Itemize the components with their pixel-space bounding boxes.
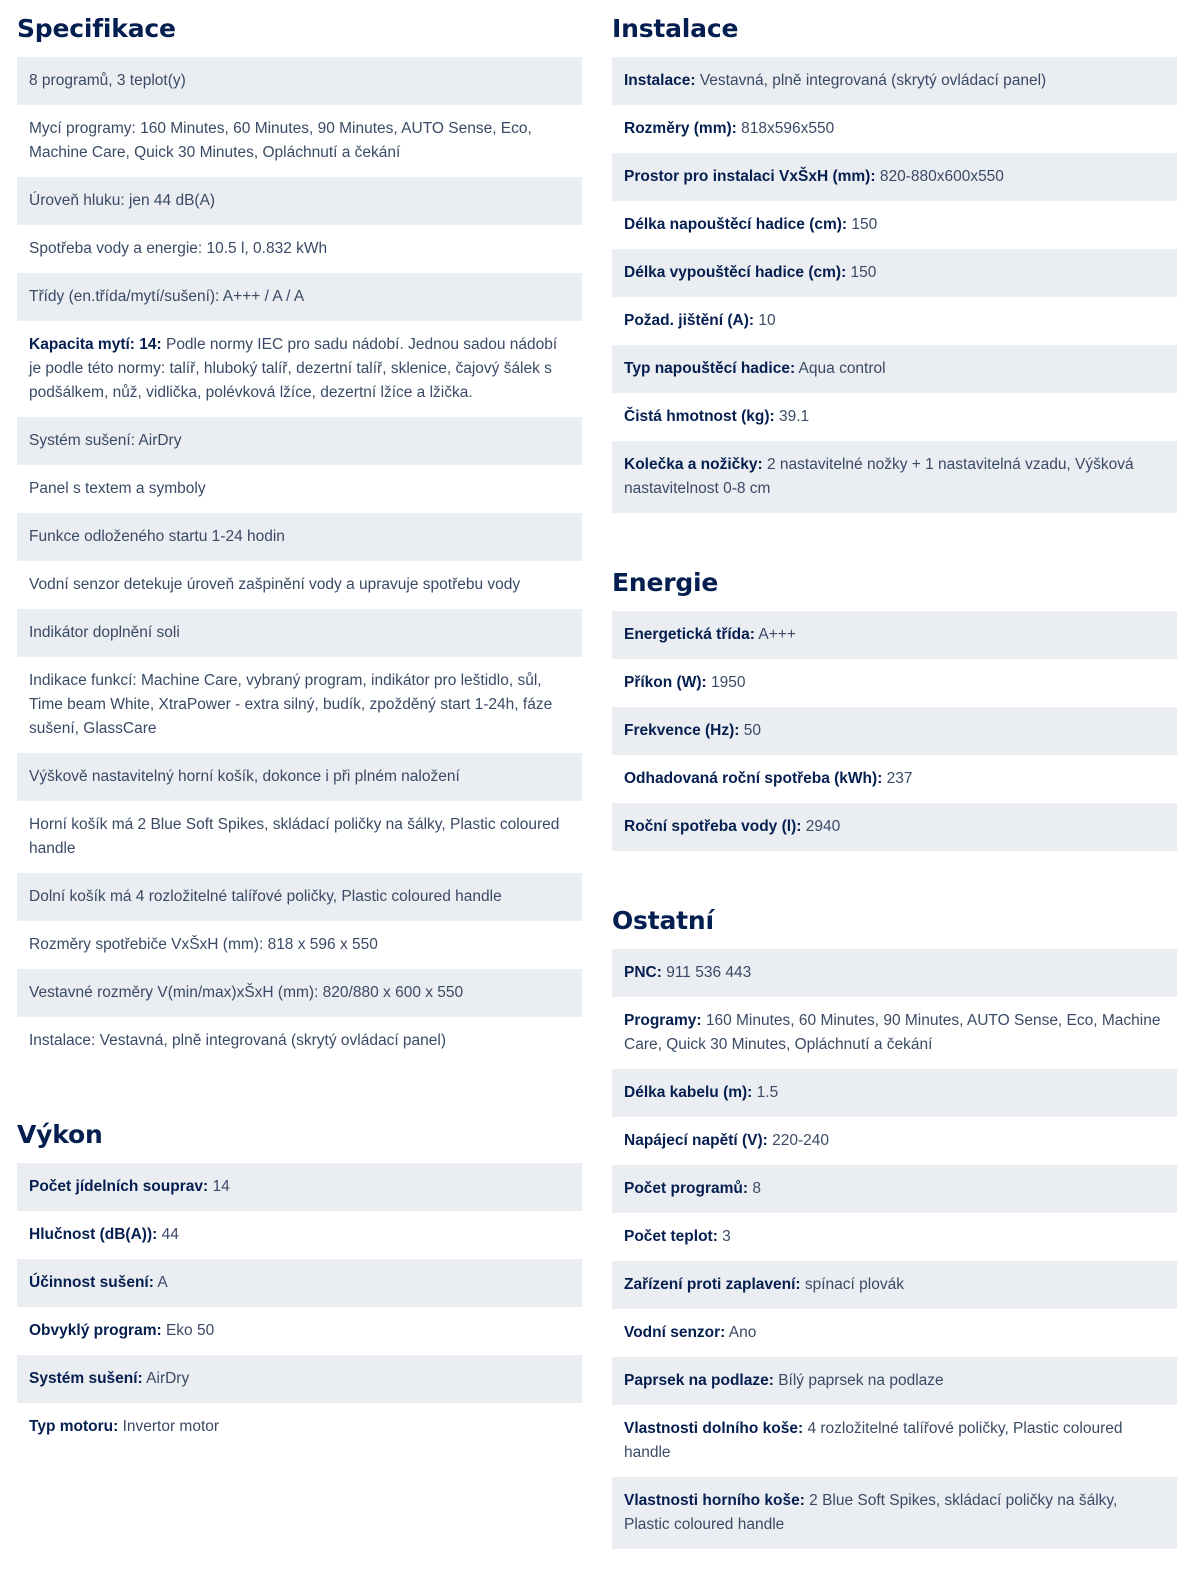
spec-row [17,1403,582,1451]
spec-row [17,321,582,417]
spec-row [612,57,1177,105]
spec-row [17,177,582,225]
spec-label: Délka kabelu (m): [624,1084,753,1101]
spec-label: Hlučnost (dB(A)): [29,1226,158,1243]
spec-value: Úroveň hluku: jen 44 dB(A) [29,192,216,209]
spec-label: Paprsek na podlaze: [624,1372,774,1389]
spec-label: Kolečka a nožičky: [624,456,763,473]
spec-row [17,1355,582,1403]
spec-value: 150 [847,216,878,233]
spec-value: spínací plovák [800,1276,904,1293]
spec-list [17,1163,582,1451]
spec-row [17,561,582,609]
spec-value: Panel s textem a symboly [29,480,206,497]
spec-value: Třídy (en.třída/mytí/sušení): A+++ / A / A [29,288,305,305]
spec-row [612,249,1177,297]
spec-row [17,873,582,921]
spec-value: 820-880x600x550 [875,168,1004,185]
spec-row [612,1405,1177,1477]
spec-row [17,1307,582,1355]
spec-row [612,1261,1177,1309]
left-column [17,0,582,1492]
spec-value: 150 [846,264,877,281]
spec-row [612,393,1177,441]
spec-value: 160 Minutes, 60 Minutes, 90 Minutes, AUTO Sense, Eco, Machine Care, Quick 30 Minutes, Opláchnutí a čekání [624,1012,1161,1053]
spec-row [612,1309,1177,1357]
spec-row [17,969,582,1017]
section-energie [612,554,1177,851]
spec-value: 1.5 [752,1084,779,1101]
spec-value: Vestavné rozměry V(min/max)xŠxH (mm): 820/880 x 600 x 550 [29,984,464,1001]
spec-row [612,1069,1177,1117]
spec-row [17,609,582,657]
spec-value: Funkce odloženého startu 1-24 hodin [29,528,285,545]
spec-value: 44 [157,1226,179,1243]
spec-label: Účinnost sušení: [29,1274,154,1291]
spec-value: Vodní senzor detekuje úroveň zašpinění vody a upravuje spotřebu vody [29,576,521,593]
spec-value: Vestavná, plně integrovaná (skrytý ovládací panel) [695,72,1047,89]
spec-row [612,1213,1177,1261]
spec-row [612,755,1177,803]
section-ostatni [612,892,1177,1549]
spec-value: Horní košík má 2 Blue Soft Spikes, skládací poličky na šálky, Plastic coloured handle [29,816,560,857]
spec-row [612,297,1177,345]
spec-label: Počet jídelních souprav: [29,1178,209,1195]
section-title: Ostatní [612,906,714,935]
right-column [612,0,1177,1590]
section-title: Energie [612,568,719,597]
spec-value: Indikátor doplnění soli [29,624,180,641]
spec-row [612,949,1177,997]
spec-label: Vodní senzor: [624,1324,726,1341]
spec-label: Vlastnosti horního koše: [624,1492,805,1509]
spec-value: Dolní košík má 4 rozložitelné talířové poličky, Plastic coloured handle [29,888,502,905]
spec-value: 50 [739,722,761,739]
spec-value: 237 [882,770,913,787]
spec-row [17,105,582,177]
spec-row [612,707,1177,755]
spec-value: Instalace: Vestavná, plně integrovaná (skrytý ovládací panel) [29,1032,447,1049]
spec-label: Zařízení proti zaplavení: [624,1276,801,1293]
spec-row [17,1211,582,1259]
spec-row [612,1357,1177,1405]
spec-row [17,417,582,465]
spec-value: 8 [748,1180,761,1197]
spec-row [612,1477,1177,1549]
spec-label: Vlastnosti dolního koše: [624,1420,804,1437]
spec-label: Délka vypouštěcí hadice (cm): [624,264,847,281]
spec-row [17,465,582,513]
spec-list [612,949,1177,1549]
spec-value: 14 [208,1178,230,1195]
spec-row [612,105,1177,153]
spec-value: 2 nastavitelné nožky + 1 nastavitelná vzadu, Výšková nastavitelnost 0-8 cm [624,456,1134,497]
spec-value: Mycí programy: 160 Minutes, 60 Minutes, 90 Minutes, AUTO Sense, Eco, Machine Care, Quick 30 Minutes, Opláchnutí a čekání [29,120,532,161]
spec-value: 818x596x550 [736,120,835,137]
spec-label: Rozměry (mm): [624,120,737,137]
spec-value: 39.1 [774,408,810,425]
section-instalace [612,0,1177,513]
section-title: Instalace [612,14,739,43]
spec-value: 220-240 [767,1132,830,1149]
spec-row [612,1165,1177,1213]
spec-row [612,997,1177,1069]
spec-list [612,57,1177,513]
spec-label: Energetická třída: [624,626,755,643]
spec-label: Počet teplot: [624,1228,718,1245]
section-title: Specifikace [17,14,176,43]
spec-value: Ano [725,1324,757,1341]
spec-row [17,753,582,801]
spec-row [612,345,1177,393]
spec-value: 4 rozložitelné talířové poličky, Plastic coloured handle [624,1420,1123,1461]
spec-value: Aqua control [795,360,886,377]
spec-label: PNC: [624,964,662,981]
spec-label: Frekvence (Hz): [624,722,740,739]
spec-row [612,201,1177,249]
spec-list [17,57,582,1065]
spec-row [612,803,1177,851]
spec-row [17,1163,582,1211]
spec-value: Indikace funkcí: Machine Care, vybraný program, indikátor pro leštidlo, sůl, Time beam White, XtraPower - extra silný, budík, zpožděný start 1-24h, fáze sušení, GlassCare [29,672,553,737]
spec-value: 911 536 443 [661,964,752,981]
spec-label: Systém sušení: [29,1370,143,1387]
spec-value: A+++ [754,626,796,643]
spec-value: Výškově nastavitelný horní košík, dokonce i při plném naložení [29,768,460,785]
spec-value: Invertor motor [118,1418,220,1435]
spec-label: Instalace: [624,72,696,89]
spec-row [17,513,582,561]
spec-value: Systém sušení: AirDry [29,432,182,449]
spec-value: 8 programů, 3 teplot(y) [29,72,186,89]
spec-label: Typ napouštěcí hadice: [624,360,796,377]
spec-label: Prostor pro instalaci VxŠxH (mm): [624,168,876,185]
spec-value: 2 Blue Soft Spikes, skládací poličky na šálky, Plastic coloured handle [624,1492,1118,1533]
spec-row [17,1259,582,1307]
spec-row [17,801,582,873]
spec-label: Požad. jištění (A): [624,312,755,329]
spec-row [17,1017,582,1065]
spec-row [17,225,582,273]
spec-row [612,441,1177,513]
spec-value: 1950 [706,674,746,691]
section-specifikace [17,0,582,1065]
spec-value: AirDry [142,1370,190,1387]
spec-row [17,273,582,321]
spec-label: Kapacita mytí: 14: [29,336,162,353]
spec-label: Délka napouštěcí hadice (cm): [624,216,848,233]
spec-value: Spotřeba vody a energie: 10.5 l, 0.832 kWh [29,240,328,257]
spec-label: Napájecí napětí (V): [624,1132,768,1149]
spec-row [612,153,1177,201]
spec-list [612,611,1177,851]
spec-label: Příkon (W): [624,674,707,691]
spec-value: 10 [754,312,776,329]
spec-value: 3 [717,1228,731,1245]
spec-value: Bílý paprsek na podlaze [773,1372,944,1389]
spec-value: Rozměry spotřebiče VxŠxH (mm): 818 x 596 x 550 [29,936,378,953]
spec-value: A [153,1274,168,1291]
spec-label: Obvyklý program: [29,1322,162,1339]
spec-value: Podle normy IEC pro sadu nádobí. Jednou sadou nádobí je podle této normy: talíř, hluboký talíř, dezertní talíř, sklenice, čajový šálek s podšálkem, nůž, vidlička, polévková lžíce, dezertní lžíce a lžička. [29,336,558,401]
spec-label: Počet programů: [624,1180,749,1197]
spec-row [612,611,1177,659]
spec-value: Eko 50 [161,1322,215,1339]
spec-label: Čistá hmotnost (kg): [624,408,775,425]
spec-label: Roční spotřeba vody (l): [624,818,802,835]
section-title: Výkon [17,1120,103,1149]
spec-label: Odhadovaná roční spotřeba (kWh): [624,770,883,787]
spec-label: Typ motoru: [29,1418,119,1435]
spec-row [17,921,582,969]
spec-row [612,659,1177,707]
spec-label: Programy: [624,1012,702,1029]
spec-row [612,1117,1177,1165]
spec-row [17,657,582,753]
section-vykon [17,1106,582,1451]
spec-value: 2940 [801,818,841,835]
spec-row [17,57,582,105]
